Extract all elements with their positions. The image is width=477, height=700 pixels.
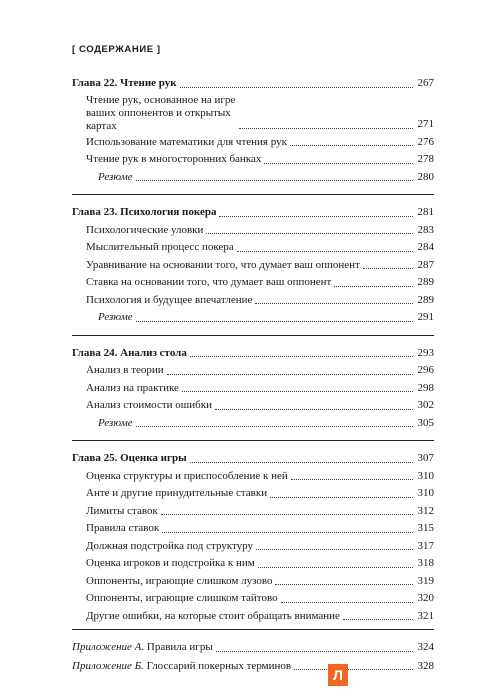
page-number: 317 — [417, 539, 434, 552]
leader-dots — [215, 409, 413, 410]
appendix-title: Глоссарий покерных терминов — [146, 659, 292, 672]
chapter-block — [72, 205, 434, 326]
page-number: 298 — [417, 381, 434, 394]
page-number: 321 — [417, 609, 434, 622]
resume-entry — [72, 310, 434, 326]
page-number: 319 — [417, 574, 434, 587]
publisher-logo — [328, 664, 348, 686]
leader-dots — [162, 532, 413, 533]
leader-dots — [136, 180, 413, 181]
leader-dots — [275, 584, 413, 585]
section-entry-text: Анализ в теории — [86, 364, 164, 376]
section-entry — [72, 521, 434, 537]
chapter-separator — [72, 194, 434, 195]
resume-entry-text: Резюме — [98, 311, 133, 323]
page-number: 302 — [417, 399, 434, 411]
section-entry-text: Оппоненты, играющие слишком тайтово — [86, 592, 278, 604]
leader-dots — [161, 514, 413, 515]
section-entry — [72, 275, 434, 291]
page-number: 280 — [417, 170, 434, 183]
page-number: 318 — [417, 557, 434, 569]
leader-dots — [180, 87, 413, 88]
page-number: 291 — [417, 311, 434, 323]
section-entry-text: Психологические уловки — [86, 223, 204, 236]
page-number: 281 — [417, 206, 434, 218]
section-entry-text: Уравнивание на основании того, что думает ваш оппонент — [86, 258, 360, 271]
page-number: 315 — [417, 522, 434, 534]
chapter-separator — [72, 629, 434, 630]
section-entry — [72, 469, 434, 485]
page-number: 276 — [417, 135, 434, 148]
section-entry — [72, 591, 434, 607]
section-entry — [72, 363, 434, 379]
section-entry — [72, 556, 434, 572]
appendix-label: Приложение Б. — [72, 659, 144, 672]
appendix-text — [72, 659, 291, 675]
page-number: 289 — [417, 276, 434, 288]
leader-dots — [190, 462, 413, 463]
page-number: 310 — [417, 469, 434, 482]
section-entry — [72, 381, 434, 397]
section-entry-text: Должная подстройка под структуру — [86, 539, 254, 552]
page-number: 328 — [417, 659, 434, 672]
chapter-title — [72, 346, 434, 362]
section-entry-text: Использование математики для чтения рук — [86, 135, 287, 148]
section-entry-text: Анте и другие принудительные ставки — [86, 487, 268, 499]
page-number: 271 — [417, 118, 434, 130]
section-entry — [72, 539, 434, 555]
leader-dots — [294, 669, 413, 670]
section-entry-text: Чтение рук в многосторонних банках — [86, 153, 262, 165]
section-entry — [72, 609, 434, 625]
section-entry-text: Лимиты ставок — [86, 504, 158, 517]
chapter-title-text: Глава 23. Психология покера — [72, 206, 217, 218]
page-number: 312 — [417, 504, 434, 517]
page-number: 283 — [417, 223, 434, 236]
page-number: 284 — [417, 241, 434, 253]
section-entry — [72, 135, 434, 151]
leader-dots — [256, 549, 413, 550]
leader-dots — [255, 303, 413, 304]
appendix-text — [72, 640, 213, 656]
leader-dots — [334, 286, 413, 287]
chapter-separator — [72, 335, 434, 336]
section-entry — [72, 398, 434, 414]
section-entry — [72, 152, 434, 168]
leader-dots — [270, 497, 413, 498]
leader-dots — [216, 651, 413, 652]
section-entry-text: Оценка игроков и подстройка к ним — [86, 557, 255, 569]
chapter-block — [72, 346, 434, 432]
section-entry-text: Анализ на практике — [86, 381, 179, 394]
page-number: 324 — [417, 641, 434, 653]
section-entry — [72, 94, 434, 133]
chapter-title-text: Глава 25. Оценка игры — [72, 452, 187, 464]
appendix-label: Приложение А. — [72, 641, 145, 653]
leader-dots — [182, 391, 413, 392]
leader-dots — [206, 233, 413, 234]
section-entry — [72, 504, 434, 520]
section-entry — [72, 574, 434, 590]
page-number: 296 — [417, 364, 434, 376]
appendix-entry — [72, 640, 434, 656]
resume-entry-text: Резюме — [98, 416, 133, 429]
leader-dots — [343, 619, 413, 620]
leader-dots — [258, 567, 413, 568]
section-entry — [72, 293, 434, 309]
chapter-block — [72, 76, 434, 185]
chapter-title — [72, 451, 434, 467]
section-entry — [72, 240, 434, 256]
page-number: 310 — [417, 487, 434, 499]
leader-dots — [290, 145, 413, 146]
section-entry-text: Мыслительный процесс покера — [86, 241, 234, 253]
leader-dots — [281, 602, 413, 603]
section-entry-text: Оценка структуры и приспособление к ней — [86, 469, 288, 482]
leader-dots — [219, 216, 413, 217]
page-number: 287 — [417, 258, 434, 271]
leader-dots — [167, 374, 413, 375]
section-header: [ СОДЕРЖАНИЕ ] — [72, 44, 161, 55]
leader-dots — [136, 321, 413, 322]
leader-dots — [237, 251, 413, 252]
section-entry-text: Правила ставок — [86, 522, 160, 534]
appendix-title: Правила игры — [146, 641, 213, 653]
chapter-title — [72, 205, 434, 221]
leader-dots — [363, 268, 413, 269]
logo-letter: Л — [333, 667, 343, 683]
section-entry — [72, 486, 434, 502]
resume-entry — [72, 170, 434, 186]
section-entry-text: Анализ стоимости ошибки — [86, 399, 212, 411]
leader-dots — [190, 356, 413, 357]
leader-dots — [291, 479, 413, 480]
leader-dots — [136, 426, 413, 427]
page-number: 293 — [417, 346, 434, 359]
chapter-separator — [72, 440, 434, 441]
chapter-title-text: Глава 24. Анализ стола — [72, 346, 187, 359]
section-entry-text: Психология и будущее впечатление — [86, 293, 253, 306]
chapter-block — [72, 451, 434, 624]
section-entry-text: Чтение рук, основанное на игре ваших оппонентов и открытых картах — [86, 93, 236, 132]
leader-dots — [264, 163, 413, 164]
chapter-title-text: Глава 22. Чтение рук — [72, 77, 177, 89]
resume-entry — [72, 416, 434, 432]
section-entry — [72, 223, 434, 239]
page-number: 289 — [417, 293, 434, 306]
section-entry — [72, 258, 434, 274]
section-entry-text: Другие ошибки, на которые стоит обращать внимание — [86, 609, 340, 622]
resume-entry-text: Резюме — [98, 170, 133, 183]
table-of-contents — [72, 76, 434, 677]
page-number: 278 — [417, 153, 434, 165]
section-entry-text: Ставка на основании того, что думает ваш оппонент — [86, 276, 332, 288]
chapter-title — [72, 76, 434, 92]
page-number: 320 — [417, 592, 434, 604]
section-entry-text: Оппоненты, играющие слишком лузово — [86, 574, 273, 587]
page-number: 267 — [417, 77, 434, 89]
page-number: 305 — [417, 416, 434, 429]
page-number: 307 — [417, 452, 434, 464]
appendix-entry — [72, 659, 434, 675]
leader-dots — [239, 128, 413, 129]
